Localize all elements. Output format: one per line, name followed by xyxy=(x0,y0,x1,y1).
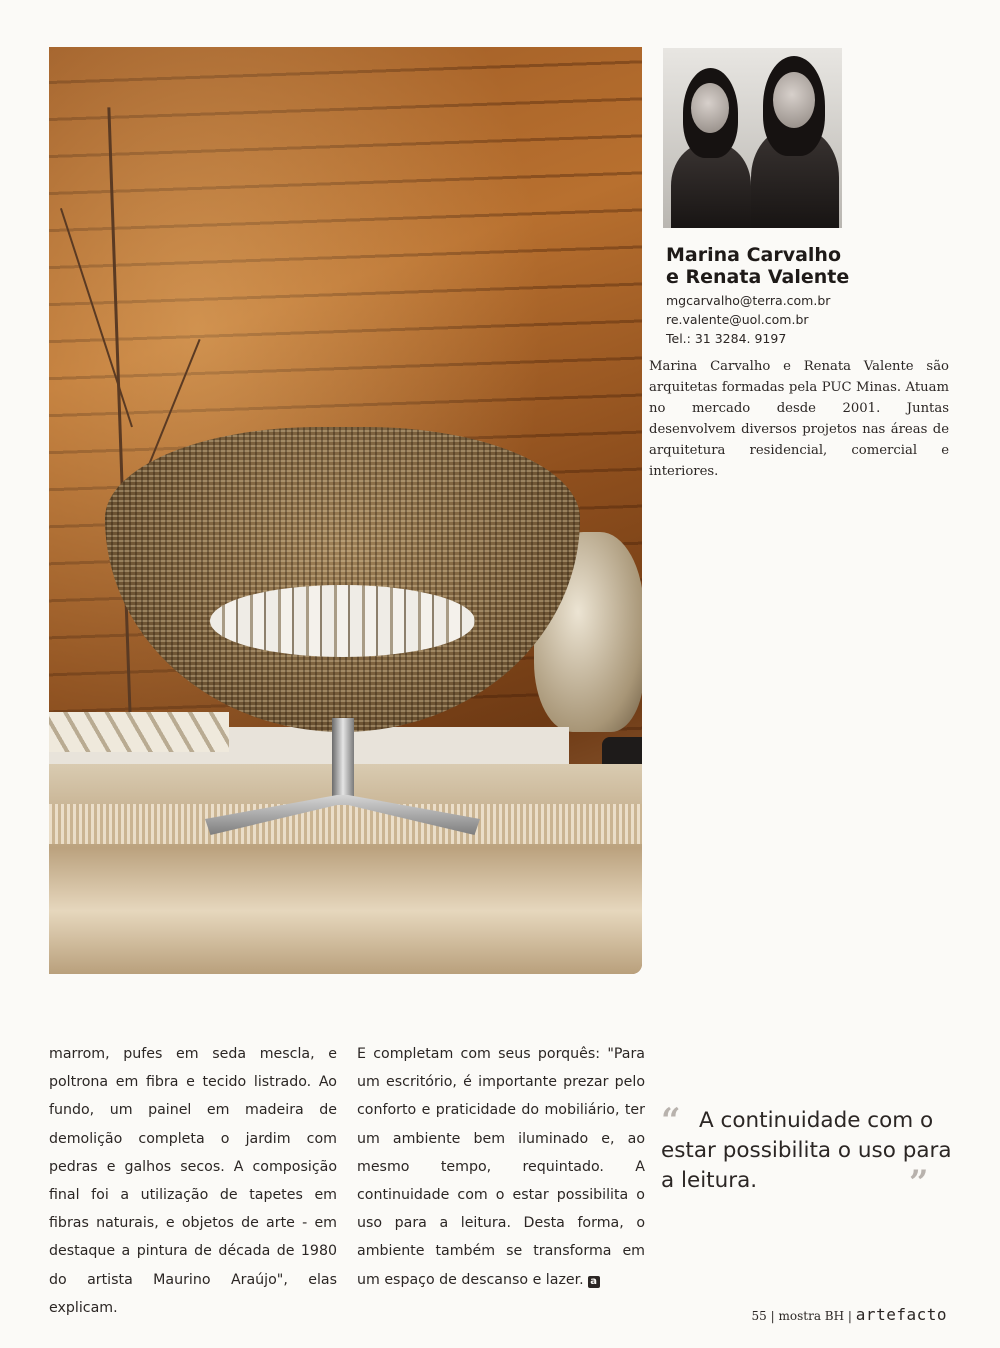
designer-names-line1: Marina Carvalho xyxy=(666,244,842,266)
face-left xyxy=(691,83,729,133)
page-number: 55 xyxy=(751,1309,767,1323)
pull-quote-text: A continuidade com o estar possibilita o uso para a leitura. xyxy=(661,1108,952,1193)
designer-names-line2: e Renata Valente xyxy=(666,266,850,288)
white-pebbles xyxy=(49,712,229,752)
striped-cushion xyxy=(210,585,475,657)
designers-portrait xyxy=(663,48,842,228)
designers-bio: Marina Carvalho e Renata Valente são arquitetas formadas pela PUC Minas. Atuam no mercado desde 2001. Juntas desenvolvem diversos projetos nas áreas de arquitetura residencial, comercial e interiores. xyxy=(649,359,949,479)
end-of-article-mark: a xyxy=(588,1276,600,1288)
email-1[interactable]: mgcarvalho@terra.com.br xyxy=(666,293,831,308)
phone: Tel.: 31 3284. 9197 xyxy=(666,331,787,346)
footer-separator: | xyxy=(847,1309,852,1323)
footer-separator: | xyxy=(770,1309,775,1323)
open-quote-mark: “ xyxy=(661,1101,681,1141)
designer-names xyxy=(666,244,849,288)
magazine-brand: artefacto xyxy=(855,1305,947,1324)
email-2[interactable]: re.valente@uol.com.br xyxy=(666,312,809,327)
pull-quote xyxy=(661,1101,961,1203)
main-photo-chair xyxy=(49,47,642,974)
chair-stem xyxy=(332,718,354,803)
section-name: mostra BH xyxy=(778,1309,845,1323)
close-quote-mark: ” xyxy=(909,1163,929,1203)
rug-fringe xyxy=(49,804,642,844)
article-column-2-text: E completam com seus porquês: "Para um escritório, é importante prezar pelo conforto e praticidade do mobiliário, ter um ambiente bem iluminado e, ao mesmo tempo, requintado. A continuidade com o estar possibilita o uso para a leitura. Desta forma, o ambiente também se transforma em um espaço de descanso e lazer. xyxy=(357,1046,645,1288)
contact-info xyxy=(666,291,830,348)
article-column-1: marrom, pufes em seda mescla, e poltrona em fibra e tecido listrado. Ao fundo, um painel em madeira de demolição completa o jardim com pedras e galhos secos. A composição final foi a utilização de tapetes em fibras naturais, e objetos de arte - em destaque a pintura de década de 1980 do artista Maurino Araújo", elas explicam. xyxy=(49,1046,337,1316)
article-column-2 xyxy=(357,1040,645,1294)
face-right xyxy=(773,72,815,128)
page-footer xyxy=(752,1305,947,1324)
